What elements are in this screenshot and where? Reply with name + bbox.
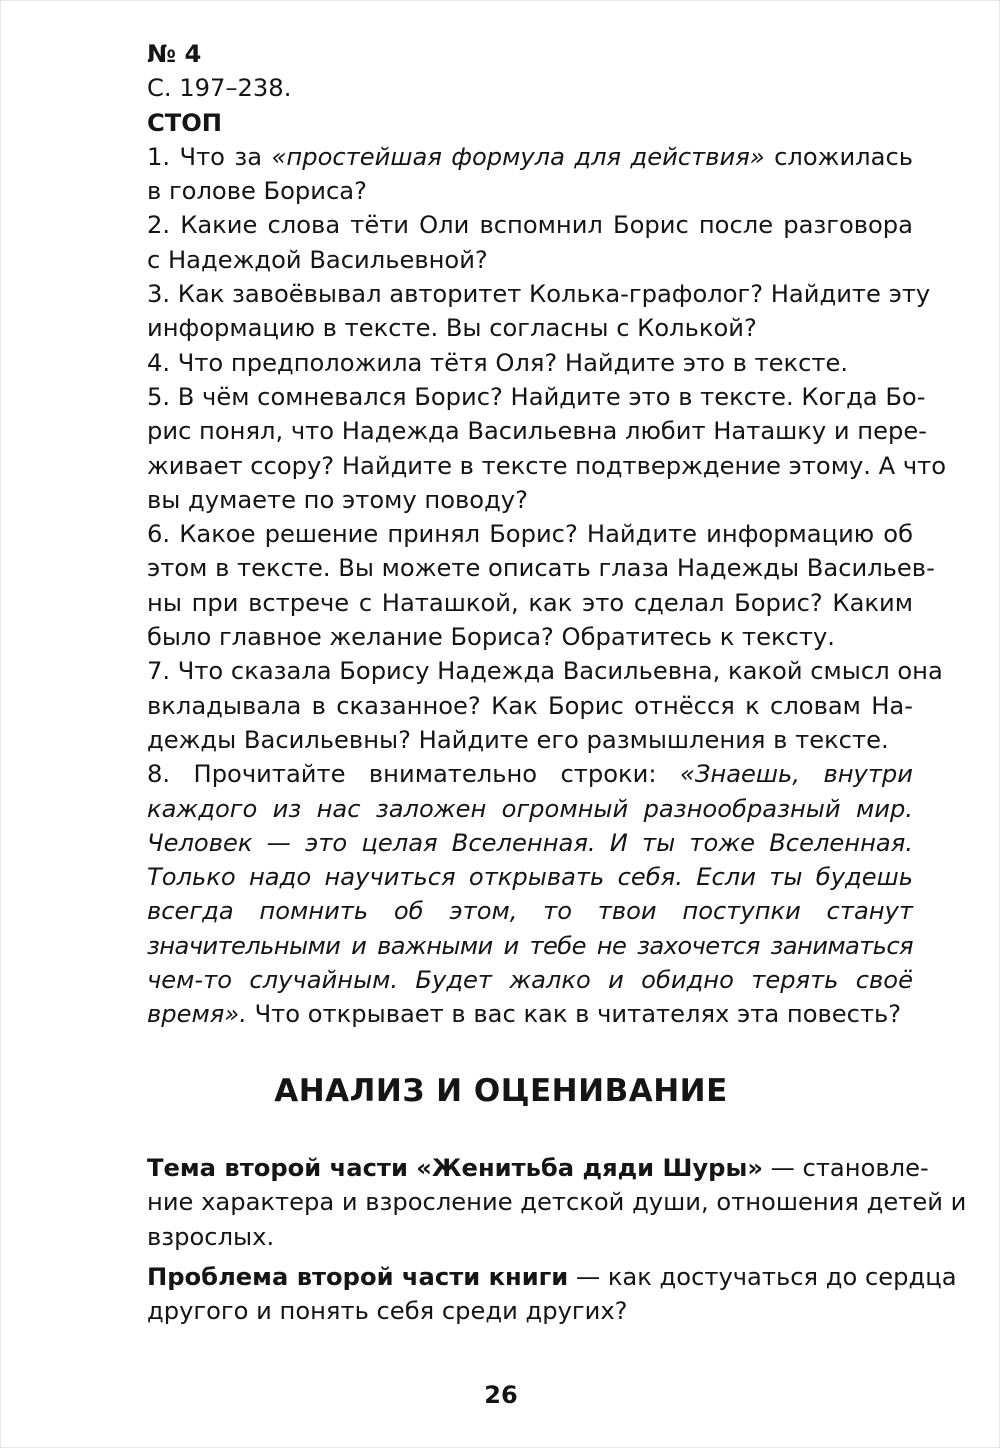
question-8-quote-line-6: значительными и важными и тебе не захочется заниматься [147,931,913,960]
theme-line-2: ние характера и взросление детской души, отношения детей и [147,1188,967,1217]
question-8-quote-line-5: всегда помнить об этом, то твои поступки станут [147,897,913,926]
questions-block [147,37,947,1032]
question-6-line-3: ны при встрече с Наташкой, как это сделал Борис? Каким [147,588,913,617]
question-3-line-1: 3. Как завоёвывал авторитет Колька-графолог? Найдите эту [147,280,931,309]
question-5-line-4: вы думаете по этому поводу? [147,485,528,514]
question-8-quote-line-3: Человек — это целая Вселенная. И ты тоже Вселенная. [147,828,913,857]
theme-line-1: Тема второй части «Женитьба дяди Шуры» — становле- [147,1154,929,1182]
question-8-quote-line-4: Только надо научиться открывать себя. Если ты будешь [147,863,913,892]
page-range: С. 197–238. [147,74,292,103]
question-6-line-1: 6. Какое решение принял Борис? Найдите информацию об [147,520,913,549]
question-6-line-2: этом в тексте. Вы можете описать глаза Надежды Васильев- [147,554,935,583]
question-8-line-1: 8. Прочитайте внимательно строки: «Знаешь, внутри [147,760,913,789]
analysis-heading: АНАЛИЗ И ОЦЕНИВАНИЕ [274,1073,728,1109]
question-5-line-3: живает ссору? Найдите в тексте подтверждение этому. А что [147,451,947,480]
question-8-quote-line-7: чем-то случайным. Будет жалко и обидно терять своё [147,966,913,995]
question-7-line-3: дежды Васильевны? Найдите его размышления в тексте. [147,725,889,754]
question-2-line-2: с Надеждой Васильевной? [147,245,488,274]
section-number: № 4 [147,40,202,68]
question-7-line-1: 7. Что сказала Борису Надежда Васильевна, какой смысл она [147,657,943,686]
question-8-line-8: время». Что открывает в вас как в читателях эта повесть? [147,1000,902,1029]
question-1-line-1: 1. Что за «простейшая формула для действия» сложилась [147,142,914,171]
question-1-line-2: в голове Бориса? [147,177,367,206]
theme-line-3: взрослых. [147,1222,275,1251]
page-number: 26 [484,1381,518,1409]
question-5-line-1: 5. В чём сомневался Борис? Найдите это в тексте. Когда Бо- [147,382,926,411]
question-8-quote-line-2: каждого из нас заложен огромный разнообразный мир. [147,794,913,823]
problem-line-2: другого и понять себя среди других? [147,1297,628,1326]
question-7-line-2: вкладывала в сказанное? Как Борис отнёсся к словам На- [147,691,913,720]
question-3-line-2: информацию в тексте. Вы согласны с Колькой? [147,314,757,343]
stop-label: СТОП [147,108,223,137]
analysis-block [147,1151,967,1328]
problem-line-1: Проблема второй части книги — как достучаться до сердца [147,1262,957,1291]
question-4-line-1: 4. Что предположила тётя Оля? Найдите это в тексте. [147,348,849,377]
question-2-line-1: 2. Какие слова тёти Оли вспомнил Борис после разговора [147,211,913,240]
question-6-line-4: было главное желание Бориса? Обратитесь к тексту. [147,623,835,652]
question-5-line-2: рис понял, что Надежда Васильевна любит Наташку и пере- [147,417,927,446]
